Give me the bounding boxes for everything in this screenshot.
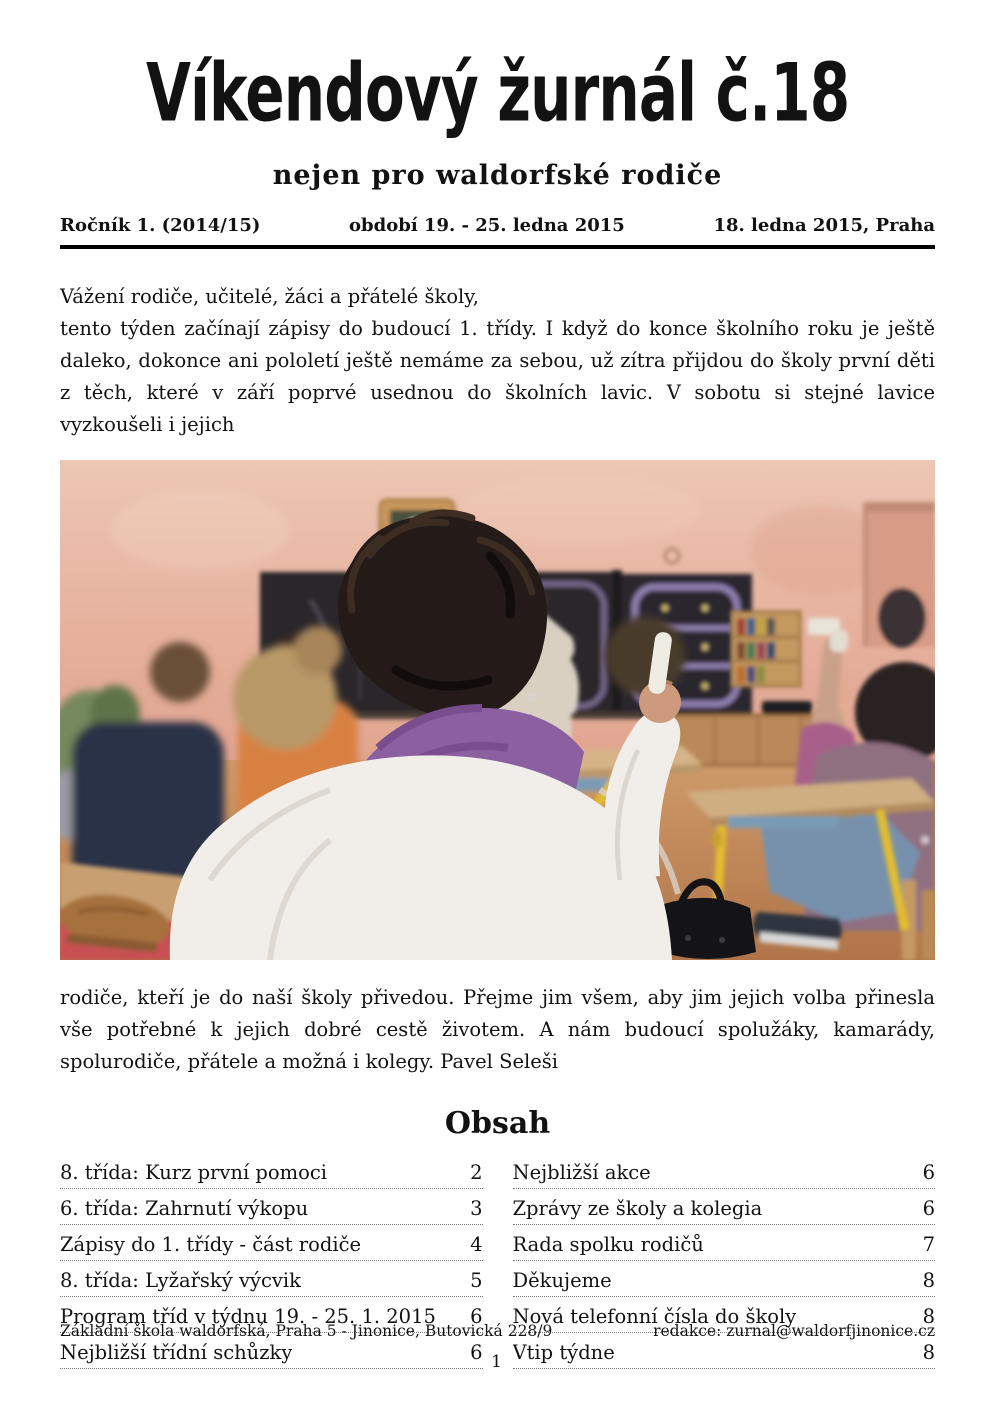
toc-entry-title: 8. třída: Kurz první pomoci (60, 1161, 327, 1184)
page-content (60, 0, 935, 1377)
toc-entry-title: 6. třída: Zahrnutí výkopu (60, 1197, 309, 1220)
toc-entry-page: 8 (922, 1269, 935, 1292)
classroom-photo (60, 460, 935, 960)
toc-entry-title: Program tříd v týdnu 19. - 25. 1. 2015 (60, 1305, 436, 1328)
toc-entry (60, 1161, 483, 1189)
toc-entry-title: Rada spolku rodičů (512, 1233, 704, 1256)
page-footer (60, 1322, 935, 1340)
toc-entry-title: Děkujeme (512, 1269, 612, 1292)
toc-entry-title: Zprávy ze školy a kolegia (512, 1197, 763, 1220)
toc-entry (60, 1269, 483, 1297)
toc-entry (60, 1233, 483, 1261)
period-label: období 19. - 25. ledna 2015 (349, 215, 625, 236)
salutation-line: Vážení rodiče, učitelé, žáci a přátelé školy, (60, 285, 479, 308)
editorial-contact: redakce: zurnal@waldorfjinonice.cz (653, 1322, 935, 1340)
toc-entry-page: 7 (922, 1233, 935, 1256)
toc-entry (513, 1233, 936, 1261)
closing-text (60, 982, 935, 1078)
closing-paragraph: rodiče, kteří je do naší školy přivedou. Přejme jim všem, aby jim jejich volba přinesla vše potřebné k jejich dobré cestě životem. A nám budoucí spolužáky, kamarády, spolurodiče, přátele a možná i kolegy. Pavel Seleši (60, 986, 935, 1073)
toc-entry-title: Vtip týdne (512, 1341, 615, 1364)
page-number: 1 (491, 1352, 502, 1372)
toc-entry-page: 3 (470, 1197, 483, 1220)
toc-entry (513, 1197, 936, 1225)
toc-entry-page: 6 (922, 1197, 935, 1220)
toc-right-column (513, 1161, 936, 1377)
newsletter-subtitle: nejen pro waldorfské rodiče (272, 160, 723, 191)
toc-entry-title: Nová telefonní čísla do školy (512, 1305, 797, 1328)
classroom-photo-art (60, 460, 935, 960)
toc-entry-page: 5 (470, 1269, 483, 1292)
toc-entry-page: 2 (470, 1161, 483, 1184)
dateline-label: 18. ledna 2015, Praha (713, 215, 935, 236)
toc-entry-page: 8 (922, 1341, 935, 1364)
toc (60, 1161, 935, 1377)
toc-entry-title: Nejbližší třídní schůzky (60, 1341, 293, 1364)
toc-left-column (60, 1161, 483, 1377)
intro-text (60, 281, 935, 441)
toc-entry-title: 8. třída: Lyžařský výcvik (60, 1269, 301, 1292)
toc-entry (513, 1161, 936, 1189)
intro-paragraph: tento týden začínají zápisy do budoucí 1. třídy. I když do konce školního roku je ještě daleko, dokonce ani pololetí ještě nemáme za sebou, už zítra přijdou do školy první děti z těch, které v září poprvé usednou do školních lavic. V sobotu si stejné lavice vyzkoušeli i jejich (60, 317, 935, 436)
toc-entry-page: 8 (922, 1305, 935, 1328)
newsletter-title: Víkendový žurnál č.18 (145, 46, 850, 140)
issue-meta-row (60, 215, 935, 236)
school-address: Základní škola waldorfská, Praha 5 - Jinonice, Butovická 228/9 (60, 1322, 553, 1340)
toc-entry-page: 6 (922, 1161, 935, 1184)
toc-entry-page: 4 (470, 1233, 483, 1256)
masthead-rule (60, 245, 935, 249)
masthead (60, 46, 935, 146)
toc-heading: Obsah (444, 1106, 551, 1141)
volume-label: Ročník 1. (2014/15) (60, 215, 261, 236)
toc-entry (60, 1197, 483, 1225)
toc-entry-title: Zápisy do 1. třídy - část rodiče (60, 1233, 362, 1256)
toc-entry (513, 1269, 936, 1297)
toc-entry-page: 6 (470, 1341, 483, 1364)
toc-entry-title: Nejbližší akce (512, 1161, 651, 1184)
toc-entry-page: 6 (470, 1305, 483, 1328)
